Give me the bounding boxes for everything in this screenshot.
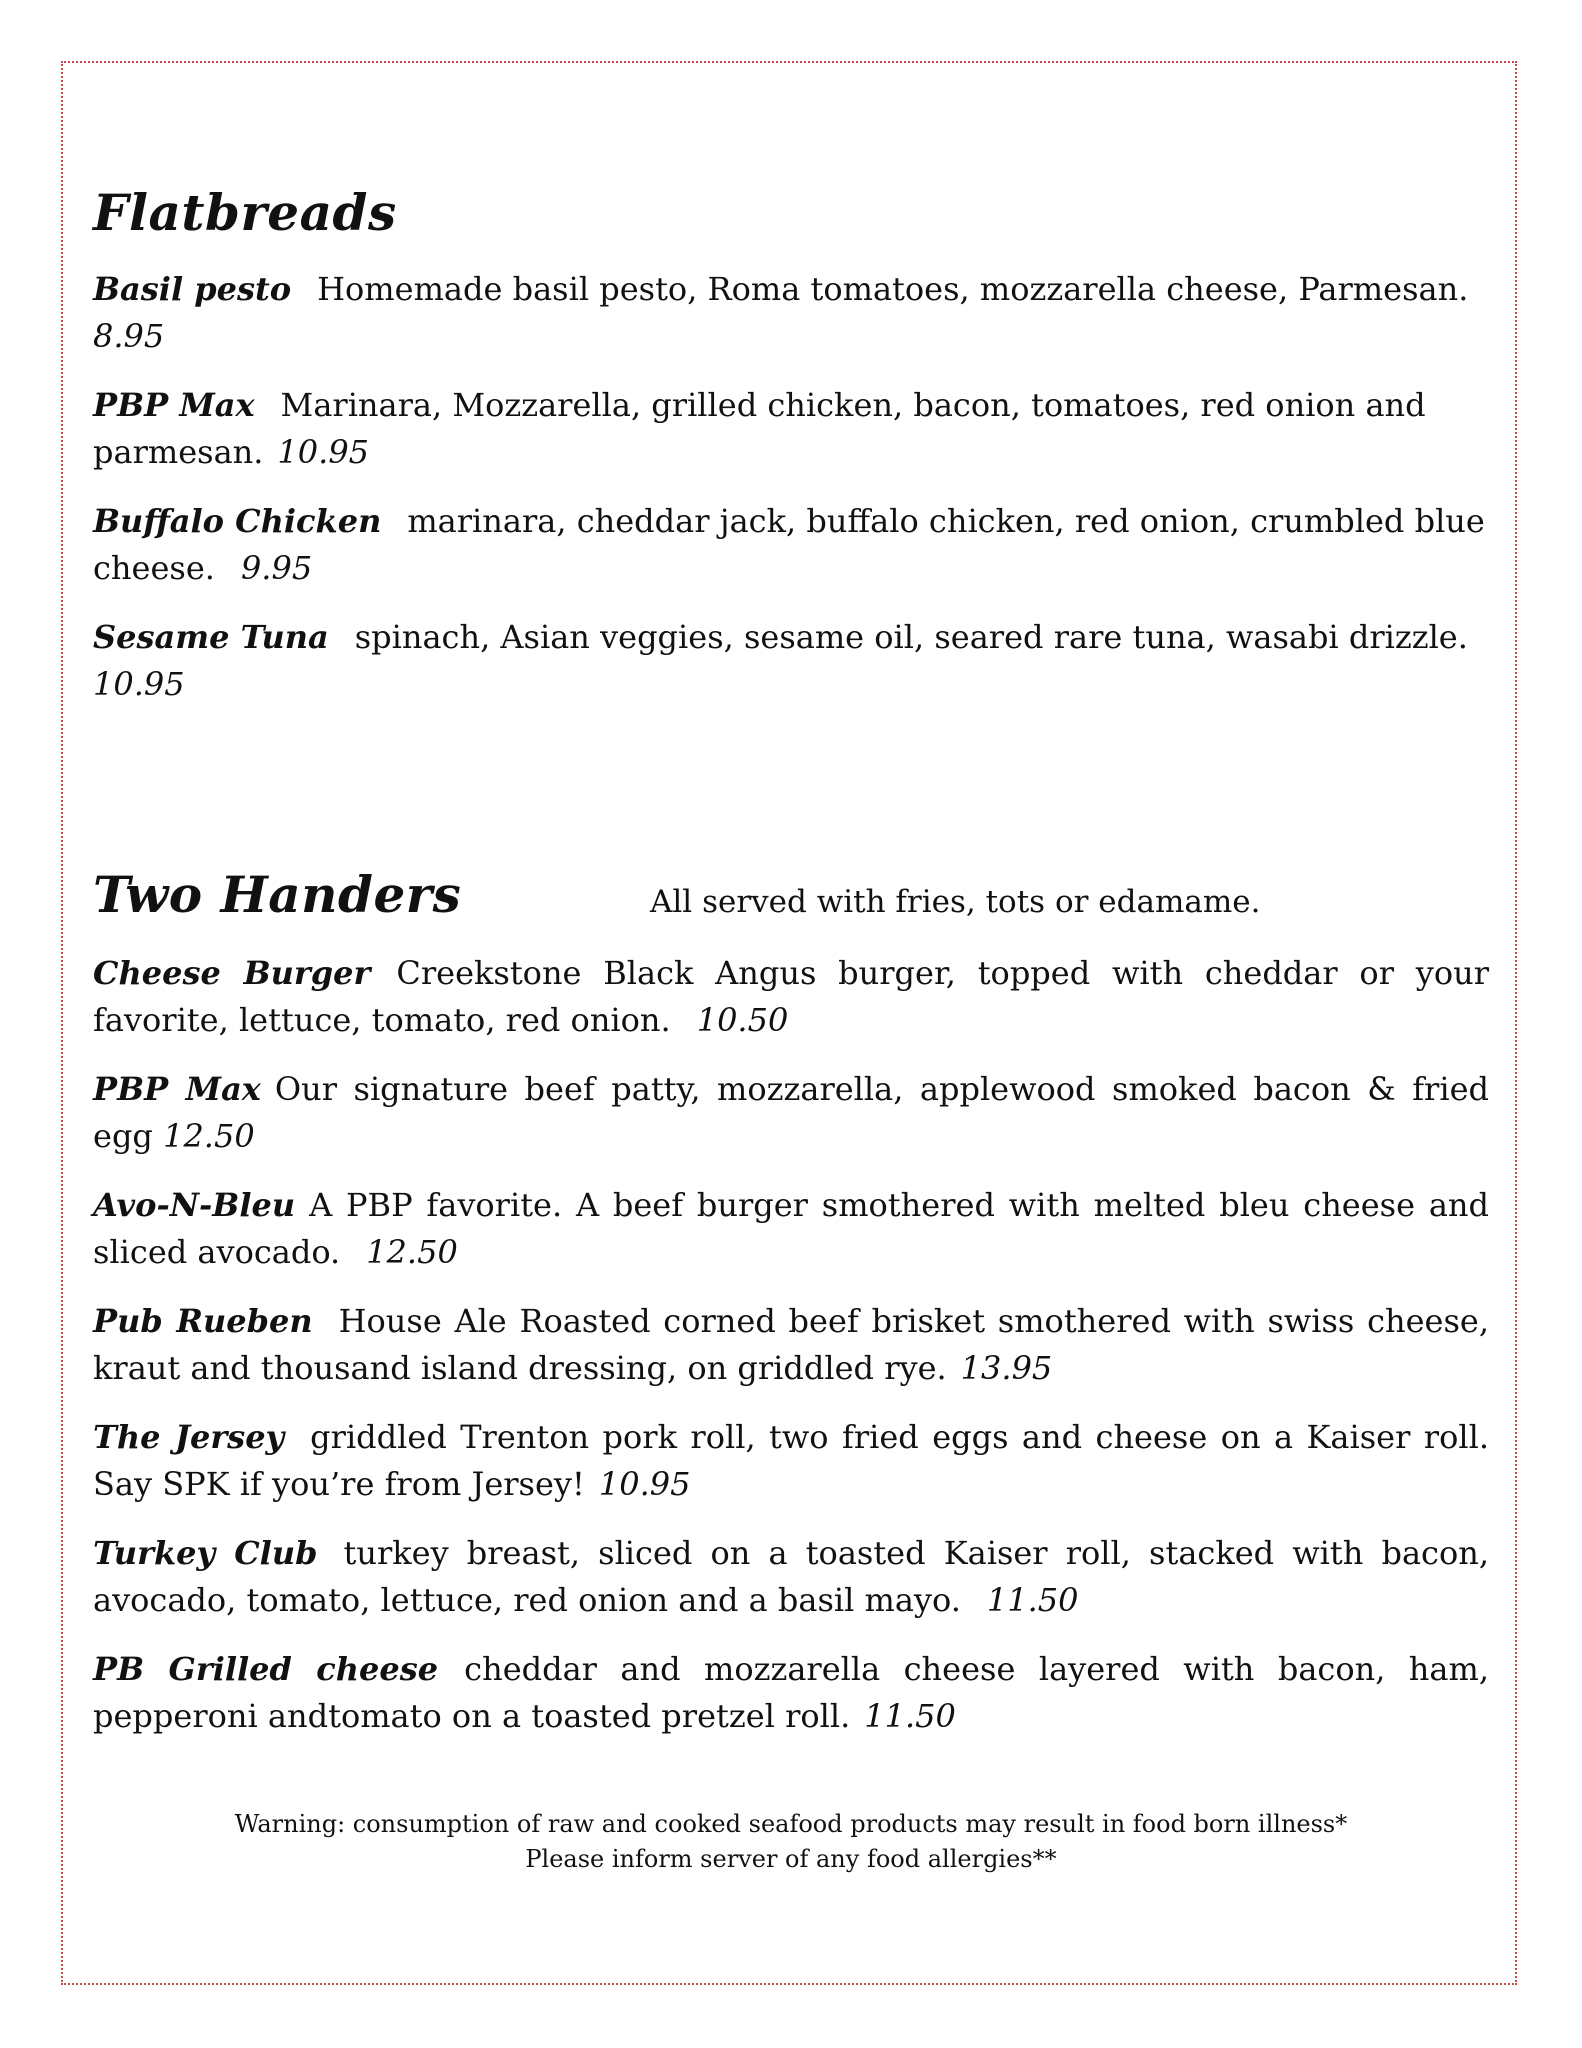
menu-item [93, 498, 1489, 592]
item-price: 13.95 [960, 1349, 1053, 1387]
item-price: 11.50 [864, 1697, 956, 1735]
item-description: House Ale Roasted corned beef brisket smothered with swiss cheese, kraut and thousand island dressing, on griddled rye. [93, 1302, 1490, 1387]
item-name: Avo-N-Bleu [93, 1186, 296, 1224]
item-description: Homemade basil pesto, Roma tomatoes, mozzarella cheese, Parmesan. [317, 270, 1469, 308]
item-name: Pub Rueben [93, 1302, 313, 1340]
two-handers-note: All served with fries, tots or edamame. [650, 884, 1261, 920]
flatbreads-title: Flatbreads [93, 183, 397, 242]
menu-item [93, 1530, 1489, 1624]
menu-item [93, 1414, 1489, 1508]
item-price: 10.95 [277, 433, 370, 471]
menu-item [93, 266, 1489, 360]
item-description: marinara, cheddar jack, buffalo chicken, red onion, crumbled blue cheese. [93, 502, 1485, 587]
two-handers-list [93, 950, 1489, 1762]
menu-item [93, 382, 1489, 476]
item-name: The Jersey [93, 1418, 285, 1456]
item-description: Our signature beef patty, mozzarella, applewood smoked bacon & fried egg [93, 1070, 1489, 1155]
item-price: 8.95 [93, 317, 165, 355]
item-name: PBP Max [93, 386, 255, 424]
menu-item [93, 1298, 1489, 1392]
two-handers-title: Two Handers [93, 865, 462, 924]
item-price: 9.95 [240, 549, 313, 587]
item-price: 12.50 [163, 1117, 255, 1155]
item-price: 10.95 [598, 1465, 691, 1503]
item-description: Marinara, Mozzarella, grilled chicken, bacon, tomatoes, red onion and parmesan. [93, 386, 1426, 471]
allergy-notice: Please inform server of any food allergies** [525, 1845, 1057, 1873]
item-name: Cheese Burger [93, 954, 371, 992]
menu-item [93, 614, 1489, 708]
item-description: Creekstone Black Angus burger, topped with cheddar or your favorite, lettuce, tomato, red onion. [93, 954, 1490, 1039]
item-name: PB Grilled cheese [93, 1650, 439, 1688]
menu-item [93, 1646, 1489, 1740]
item-name: Sesame Tuna [93, 618, 329, 656]
item-description: griddled Trenton pork roll, two fried eggs and cheese on a Kaiser roll. Say SPK if you’re from Jersey! [93, 1418, 1490, 1503]
menu-item [93, 1066, 1489, 1160]
flatbreads-list [93, 266, 1489, 730]
item-name: Buffalo Chicken [93, 502, 382, 540]
item-price: 10.95 [93, 665, 185, 703]
item-price: 11.50 [986, 1581, 1079, 1619]
item-name: PBP Max [93, 1070, 261, 1108]
menu-item [93, 1182, 1489, 1276]
item-description: turkey breast, sliced on a toasted Kaiser roll, stacked with bacon, avocado, tomato, lettuce, red onion and a basil mayo. [93, 1534, 1490, 1619]
item-name: Basil pesto [93, 270, 292, 308]
item-description: A PBP favorite. A beef burger smothered with melted bleu cheese and sliced avocado. [93, 1186, 1489, 1271]
menu-item [93, 950, 1489, 1044]
item-description: cheddar and mozzarella cheese layered with bacon, ham, pepperoni andtomato on a toasted pretzel roll. [93, 1650, 1490, 1735]
item-price: 10.50 [696, 1001, 789, 1039]
menu-footer [93, 1807, 1489, 1877]
item-price: 12.50 [366, 1233, 458, 1271]
item-description: spinach, Asian veggies, sesame oil, seared rare tuna, wasabi drizzle. [354, 618, 1468, 656]
item-name: Turkey Club [93, 1534, 318, 1572]
seafood-warning: Warning: consumption of raw and cooked seafood products may result in food born illness* [234, 1810, 1348, 1838]
